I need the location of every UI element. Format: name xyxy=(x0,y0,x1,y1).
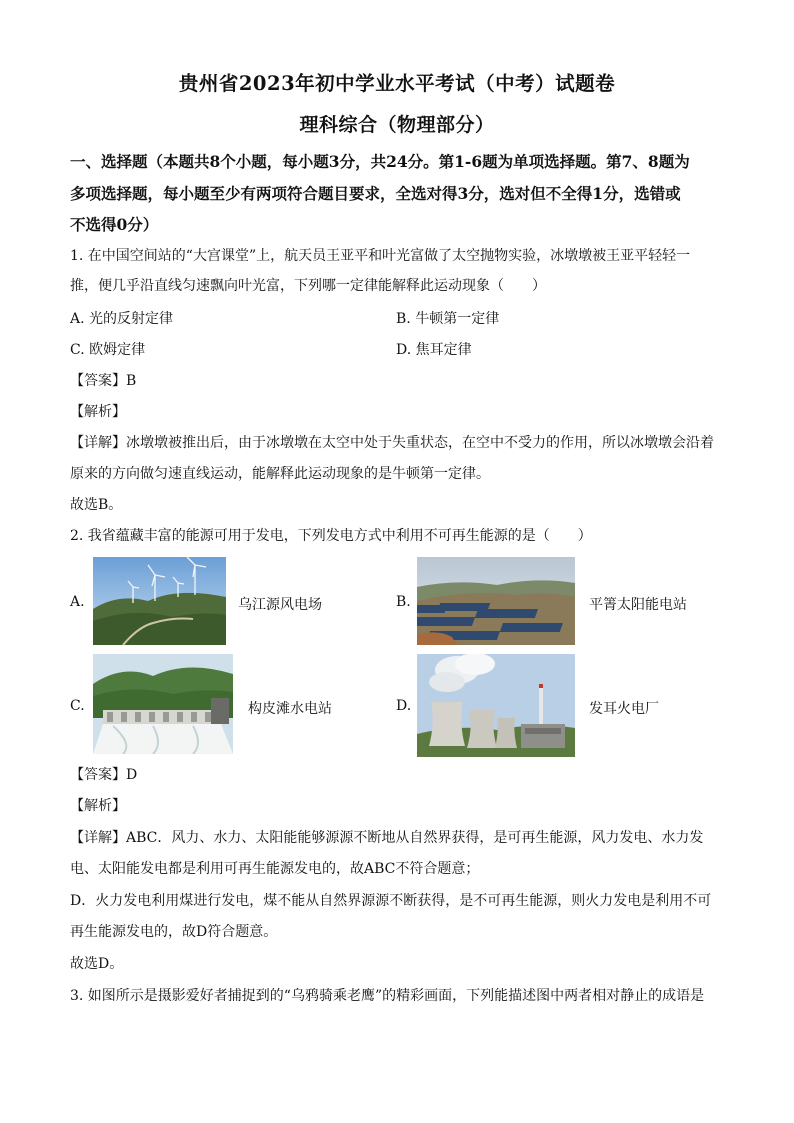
wind-farm-image xyxy=(93,557,226,645)
q2-detail-line1: 【详解】ABC．风力、水力、太阳能能够源源不断地从自然界获得，是可再生能源，风力发电、水力发 xyxy=(70,830,704,846)
q1-answer: 【答案】B xyxy=(70,373,137,389)
q2-option-b-label: 平箐太阳能电站 xyxy=(589,597,687,613)
q1-analysis-label: 【解析】 xyxy=(70,404,126,420)
q2-analysis-label: 【解析】 xyxy=(70,798,126,814)
q1-option-c: C. 欧姆定律 xyxy=(70,342,146,358)
q2-option-d-label: 发耳火电厂 xyxy=(589,701,659,717)
q1-option-a: A. 光的反射定律 xyxy=(70,311,174,327)
q2-detail-line3: D．火力发电利用煤进行发电，煤不能从自然界源源不断获得，是不可再生能源，则火力发电是利用不可 xyxy=(70,893,712,909)
q2-option-b-letter: B. xyxy=(396,594,411,610)
q2-conclusion: 故选D。 xyxy=(70,956,124,972)
q1-option-d: D. 焦耳定律 xyxy=(396,342,472,358)
solar-station-image xyxy=(417,557,575,645)
q1-stem-line1: 1. 在中国空间站的“大宫课堂”上，航天员王亚平和叶光富做了太空抛物实验，冰墩墩被王亚平轻轻一 xyxy=(70,248,691,264)
page-title: 贵州省2023年初中学业水平考试（中考）试题卷 xyxy=(178,72,616,95)
q1-option-b: B. 牛顿第一定律 xyxy=(396,311,500,327)
q1-detail-line2: 原来的方向做匀速直线运动，能解释此运动现象的是牛顿第一定律。 xyxy=(70,466,490,482)
q1-conclusion: 故选B。 xyxy=(70,497,123,513)
q2-stem: 2. 我省蕴藏丰富的能源可用于发电，下列发电方式中利用不可再生能源的是（ ） xyxy=(70,528,592,544)
q3-stem: 3. 如图所示是摄影爱好者捕捉到的“乌鸦骑乘老鹰”的精彩画面，下列能描述图中两者相对静止的成语是 xyxy=(70,988,705,1004)
hydropower-station-image xyxy=(93,654,233,754)
q2-option-a-letter: A. xyxy=(70,594,85,610)
section-heading-line1: 一、选择题（本题共8个小题，每小题3分，共24分。第1-6题为单项选择题。第7、8题为 xyxy=(70,152,690,171)
q2-option-c-label: 构皮滩水电站 xyxy=(248,701,332,717)
q2-detail-line2: 电、太阳能发电都是利用可再生能源发电的，故ABC不符合题意； xyxy=(70,861,480,877)
q1-detail-line1: 【详解】冰墩墩被推出后，由于冰墩墩在太空中处于失重状态，在空中不受力的作用，所以冰墩墩会沿着 xyxy=(70,435,714,451)
page-subtitle: 理科综合（物理部分） xyxy=(299,114,495,136)
q2-option-c-letter: C. xyxy=(70,698,85,714)
q2-option-a-label: 乌江源风电场 xyxy=(238,597,322,613)
q2-detail-line4: 再生能源发电的，故D符合题意。 xyxy=(70,924,278,940)
section-heading-line2: 多项选择题，每小题至少有两项符合题目要求，全选对得3分，选对但不全得1分，选错或 xyxy=(70,184,681,203)
section-heading-line3: 不选得0分） xyxy=(70,215,159,234)
thermal-power-plant-image xyxy=(417,654,575,757)
q2-option-d-letter: D. xyxy=(396,698,412,714)
q1-stem-line2: 推，便几乎沿直线匀速飘向叶光富，下列哪一定律能解释此运动现象（ ） xyxy=(70,278,546,294)
q2-answer: 【答案】D xyxy=(70,767,138,783)
